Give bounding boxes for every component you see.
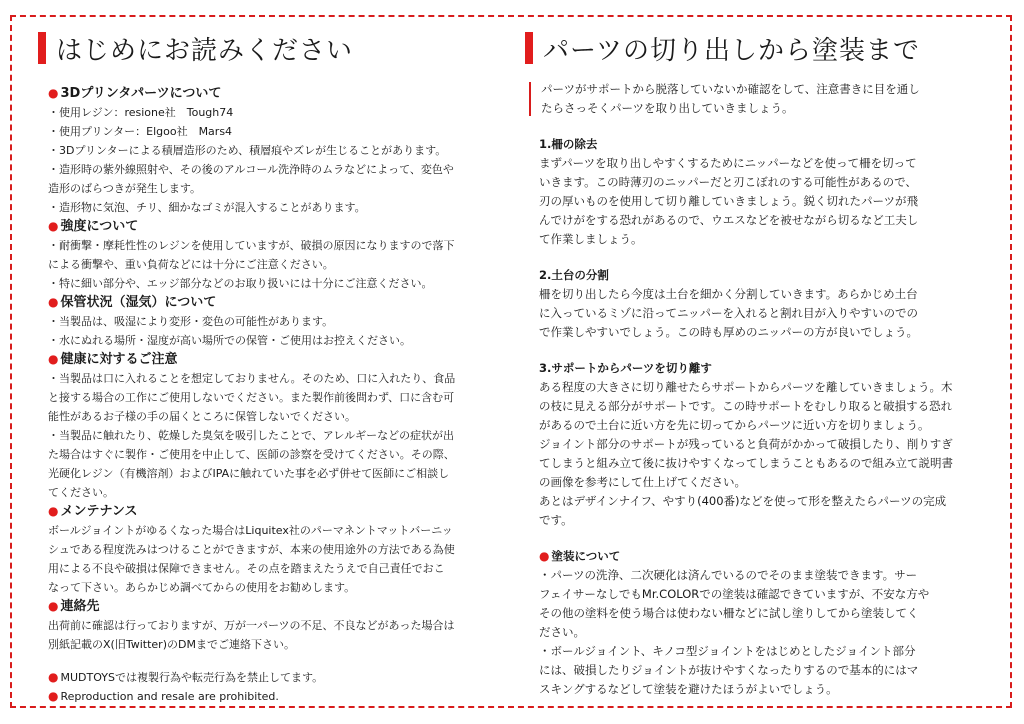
step-line: て作業しましょう。 (539, 232, 643, 246)
section-line: ・耐衝撃・摩耗性性のレジンを使用していますが、破損の原因になりますので落下 (48, 239, 455, 252)
bullet-dot-icon: ● (48, 352, 59, 366)
step-line: まずパーツを取り出しやすくするためにニッパーなどを使って柵を切って (539, 156, 917, 170)
section-line: た場合はすぐに製作・ご使用を中止して、医師の診察を受けてください。その際、 (48, 448, 455, 461)
step-line: で作業しやすいでしょう。この時も厚めのニッパーの方が良いでしょう。 (539, 325, 919, 339)
section-line: ・当製品は口に入れることを想定しておりません。そのため、口に入れたり、食品 (48, 372, 456, 385)
section-line: ・造形時の紫外線照射や、その後のアルコール洗浄時のムラなどによって、変色や (48, 163, 454, 176)
section-line: 別紙記載のX(旧Twitter)のDMまでご連絡下さい。 (48, 638, 295, 651)
painting-line: ださい。 (539, 625, 585, 639)
bullet-dot-icon: ● (48, 689, 59, 703)
section-line: ・3Dプリンターによる積層造形のため、積層痕やズレが生じることがあります。 (48, 144, 447, 157)
intro-accent-bar (529, 82, 531, 116)
section-line: ・当製品に触れたり、乾燥した臭気を吸引したことで、アレルギーなどの症状が出 (48, 429, 455, 442)
step-heading: 2.土台の分割 (539, 268, 609, 282)
section-line: 用による不良や破損は保障できません。その点を踏まえたうえで自己責任でおこ (48, 562, 445, 575)
bullet-dot-icon: ● (48, 86, 59, 100)
step-line: 柵を切り出したら今度は土台を細かく分割していきます。あらかじめ土台 (539, 287, 918, 301)
section-line: 造形のばらつきが発生します。 (48, 182, 202, 195)
left-body (38, 84, 508, 706)
section-heading: ● 健康に対するご注意 (48, 352, 178, 367)
painting-line: ・パーツの洗浄、二次硬化は済んでいるのでそのまま塗装できます。サー (539, 568, 918, 582)
section-line: ・水にぬれる場所・湿度が高い場所での保管・ご使用はお控えください。 (48, 334, 411, 347)
step-line: があるので土台に近い方を先に切ってからパーツに近い方を切りましょう。 (539, 418, 930, 432)
section-line: ・特に細い部分や、エッジ部分などのお取り扱いには十分にご注意ください。 (48, 277, 433, 290)
step-line: の枝に見える部分がサポートです。この時サポートをむしり取ると破損する恐れ (539, 399, 953, 413)
right-title (525, 30, 970, 66)
step-line: いきます。この時薄刃のニッパーだと刃こぼれのする可能性があるので、 (539, 175, 917, 189)
section-line: ボールジョイントがゆるくなった場合はLiquitex社のパーマネントマットバーニッ (48, 524, 453, 537)
right-column (525, 30, 970, 699)
bullet-dot-icon: ● (48, 295, 59, 309)
step-line: に入っているミゾに沿ってニッパーを入れると割れ目が入りやすいのでの (539, 306, 919, 320)
title-accent-bar (38, 32, 46, 64)
section-line: による衝撃や、重い負荷などには十分にご注意ください。 (48, 258, 334, 271)
section-line: ・造形物に気泡、チリ、細かなゴミが混入することがあります。 (48, 201, 366, 214)
step-line: あとはデザインナイフ、やすり(400番)などを使って形を整えたらパーツの完成 (539, 494, 947, 508)
section-heading: ● 連絡先 (48, 599, 100, 614)
section-line: ・使用レジン：resione社 Tough74 (48, 106, 234, 119)
step-line: 刃の厚いものを使用して切り離していきましょう。鋭く切れたパーツが飛 (539, 194, 919, 208)
section-line: シュである程度洗みはつけることができますが、本来の使用途外の方法である為使 (48, 543, 455, 556)
step-line: の画像を参考にして仕上げてください。 (539, 475, 746, 489)
section-heading: ● 3Dプリンタパーツについて (48, 86, 222, 101)
notice-line: ● MUDTOYSでは複製行為や転売行為を禁止してます。 (48, 670, 324, 684)
painting-line: フェイサーなしでもMr.COLORでの塗装は確認できていますが、不安な方や (539, 587, 930, 601)
left-title (38, 30, 508, 66)
section-line: なって下さい。あらかじめ調べてからの使用をお勧めします。 (48, 581, 356, 594)
section-line: ・使用プリンター：Elgoo社 Mars4 (48, 125, 233, 138)
bullet-dot-icon: ● (539, 549, 550, 563)
left-title-text: はじめにお読みください (56, 35, 354, 66)
painting-line: ・ボールジョイント、キノコ型ジョイントをはじめとしたジョイント部分 (539, 644, 916, 658)
bullet-dot-icon: ● (48, 219, 59, 233)
step-line: てしまうと組み立て後に抜けやすくなってしまうこともあるので組み立て説明書 (539, 456, 953, 470)
section-heading: ● メンテナンス (48, 504, 138, 519)
right-title-text: パーツの切り出しから塗装まで (543, 35, 920, 66)
section-line: 光硬化レジン（有機溶剤）およびIPAに触れていた事を必ず併せて医師にご相談し (48, 467, 450, 480)
bullet-dot-icon: ● (48, 504, 59, 518)
step-heading: 3.サポートからパーツを切り離す (539, 361, 712, 375)
step-line: です。 (539, 513, 573, 527)
step-heading: 1.柵の除去 (539, 137, 598, 151)
right-body (525, 80, 970, 699)
section-line: 出荷前に確認は行っておりますが、万が一パーツの不足、不良などがあった場合は (48, 619, 455, 632)
painting-line: スキングするなどして塗装を避けたほうがよいでしょう。 (539, 682, 838, 696)
bullet-dot-icon: ● (48, 670, 59, 684)
section-line: 能性があるお子様の手の届くところに保管しないでください。 (48, 410, 356, 423)
section-heading: ● 強度について (48, 219, 139, 234)
notice-line: ● Reproduction and resale are prohibited. (48, 689, 279, 703)
section-line: と接する場合の工作にご使用しないでください。また製作前後問わず、口に含む可 (48, 391, 455, 404)
painting-line: には、破損したりジョイントが抜けやすくなったりするので基本的にはマ (539, 663, 919, 677)
step-line: ジョイント部分のサポートが残っていると負荷がかかって破損したり、削りすぎ (539, 437, 953, 451)
title-accent-bar (525, 32, 533, 64)
section-heading: ● 保管状況（湿気）について (48, 295, 217, 310)
intro-paragraph: パーツがサポートから脱落していないか確認をして、注意書きに目を通し たらさっそくパーツを取り出していきましょう。 (539, 80, 970, 118)
left-column (38, 30, 508, 706)
painting-heading: ● 塗装について (539, 549, 621, 563)
bullet-dot-icon: ● (48, 599, 59, 613)
section-line: ・当製品は、吸湿により変形・変色の可能性があります。 (48, 315, 334, 328)
painting-line: その他の塗料を使う場合は使わない柵などに試し塗りしてから塗装してく (539, 606, 919, 620)
step-line: ある程度の大きさに切り離せたらサポートからパーツを離していきましょう。木 (539, 380, 953, 394)
section-line: てください。 (48, 486, 114, 499)
step-line: んでけがをする恐れがあるので、ウエスなどを被せながら切るなど工夫し (539, 213, 919, 227)
